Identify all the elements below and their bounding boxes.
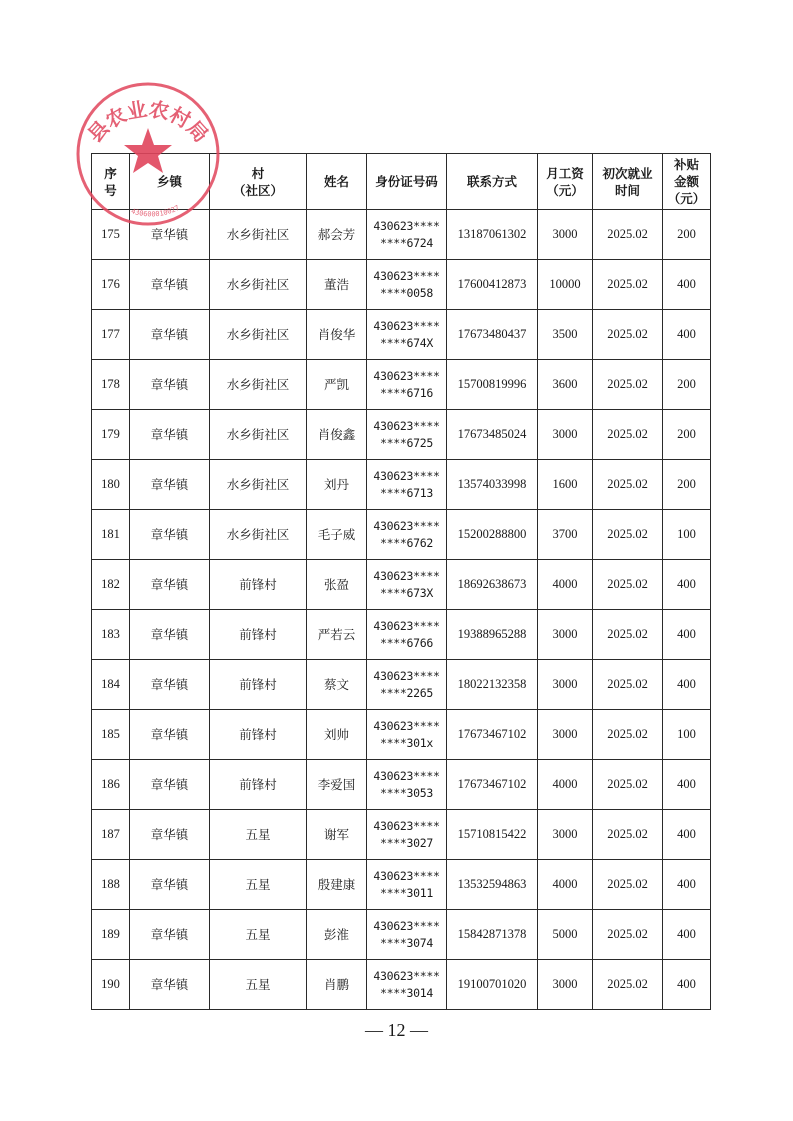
cell-phone: 13187061302 bbox=[447, 210, 538, 260]
cell-wage: 4000 bbox=[538, 560, 593, 610]
cell-town: 章华镇 bbox=[130, 660, 210, 710]
cell-date: 2025.02 bbox=[593, 610, 663, 660]
cell-town: 章华镇 bbox=[130, 460, 210, 510]
seal-code: 430600010027 bbox=[130, 203, 181, 219]
cell-date: 2025.02 bbox=[593, 910, 663, 960]
cell-subsidy: 400 bbox=[663, 260, 711, 310]
cell-town: 章华镇 bbox=[130, 360, 210, 410]
cell-date: 2025.02 bbox=[593, 210, 663, 260]
cell-village: 五星 bbox=[210, 910, 307, 960]
employment-subsidy-table bbox=[91, 153, 711, 1010]
cell-town: 章华镇 bbox=[130, 210, 210, 260]
cell-date: 2025.02 bbox=[593, 810, 663, 860]
cell-phone: 15700819996 bbox=[447, 360, 538, 410]
cell-wage: 3000 bbox=[538, 610, 593, 660]
cell-phone: 15200288800 bbox=[447, 510, 538, 560]
cell-seq: 178 bbox=[92, 360, 130, 410]
cell-seq: 188 bbox=[92, 860, 130, 910]
cell-seq: 179 bbox=[92, 410, 130, 460]
cell-subsidy: 400 bbox=[663, 760, 711, 810]
cell-seq: 180 bbox=[92, 460, 130, 510]
cell-id: 430623**** ****6716 bbox=[367, 360, 447, 410]
table-body bbox=[92, 210, 711, 1010]
cell-id: 430623**** ****6725 bbox=[367, 410, 447, 460]
cell-town: 章华镇 bbox=[130, 710, 210, 760]
cell-village: 水乡街社区 bbox=[210, 510, 307, 560]
header-contact: 联系方式 bbox=[447, 154, 538, 210]
cell-phone: 17673467102 bbox=[447, 710, 538, 760]
cell-id: 430623**** ****6713 bbox=[367, 460, 447, 510]
cell-subsidy: 200 bbox=[663, 210, 711, 260]
header-village: 村 （社区） bbox=[210, 154, 307, 210]
header-town: 乡镇 bbox=[130, 154, 210, 210]
cell-date: 2025.02 bbox=[593, 960, 663, 1010]
cell-name: 刘丹 bbox=[307, 460, 367, 510]
cell-name: 严若云 bbox=[307, 610, 367, 660]
cell-subsidy: 100 bbox=[663, 510, 711, 560]
cell-date: 2025.02 bbox=[593, 860, 663, 910]
cell-village: 水乡街社区 bbox=[210, 410, 307, 460]
cell-subsidy: 400 bbox=[663, 560, 711, 610]
cell-town: 章华镇 bbox=[130, 860, 210, 910]
cell-town: 章华镇 bbox=[130, 910, 210, 960]
table-row bbox=[92, 560, 711, 610]
table-row bbox=[92, 460, 711, 510]
table-row bbox=[92, 360, 711, 410]
header-first-job: 初次就业 时间 bbox=[593, 154, 663, 210]
cell-subsidy: 400 bbox=[663, 860, 711, 910]
table-row bbox=[92, 660, 711, 710]
cell-wage: 5000 bbox=[538, 910, 593, 960]
table-row bbox=[92, 810, 711, 860]
cell-name: 毛子威 bbox=[307, 510, 367, 560]
cell-subsidy: 400 bbox=[663, 810, 711, 860]
cell-id: 430623**** ****674X bbox=[367, 310, 447, 360]
cell-id: 430623**** ****3011 bbox=[367, 860, 447, 910]
cell-town: 章华镇 bbox=[130, 410, 210, 460]
cell-wage: 4000 bbox=[538, 860, 593, 910]
cell-seq: 175 bbox=[92, 210, 130, 260]
cell-village: 前锋村 bbox=[210, 560, 307, 610]
cell-town: 章华镇 bbox=[130, 610, 210, 660]
cell-id: 430623**** ****3074 bbox=[367, 910, 447, 960]
cell-date: 2025.02 bbox=[593, 460, 663, 510]
table-row bbox=[92, 260, 711, 310]
cell-subsidy: 100 bbox=[663, 710, 711, 760]
cell-wage: 10000 bbox=[538, 260, 593, 310]
cell-village: 前锋村 bbox=[210, 760, 307, 810]
cell-seq: 176 bbox=[92, 260, 130, 310]
header-subsidy: 补贴 金额 （元） bbox=[663, 154, 711, 210]
cell-date: 2025.02 bbox=[593, 410, 663, 460]
cell-id: 430623**** ****301x bbox=[367, 710, 447, 760]
cell-village: 水乡街社区 bbox=[210, 360, 307, 410]
cell-wage: 3600 bbox=[538, 360, 593, 410]
cell-id: 430623**** ****6724 bbox=[367, 210, 447, 260]
cell-date: 2025.02 bbox=[593, 310, 663, 360]
cell-date: 2025.02 bbox=[593, 260, 663, 310]
header-wage: 月工资 （元） bbox=[538, 154, 593, 210]
cell-date: 2025.02 bbox=[593, 360, 663, 410]
cell-id: 430623**** ****2265 bbox=[367, 660, 447, 710]
cell-phone: 17673467102 bbox=[447, 760, 538, 810]
cell-town: 章华镇 bbox=[130, 260, 210, 310]
table-row bbox=[92, 610, 711, 660]
cell-village: 五星 bbox=[210, 860, 307, 910]
cell-phone: 19388965288 bbox=[447, 610, 538, 660]
cell-id: 430623**** ****3053 bbox=[367, 760, 447, 810]
table-row bbox=[92, 760, 711, 810]
star-icon bbox=[124, 128, 172, 173]
cell-name: 蔡文 bbox=[307, 660, 367, 710]
cell-wage: 3000 bbox=[538, 410, 593, 460]
cell-wage: 3700 bbox=[538, 510, 593, 560]
cell-id: 430623**** ****0058 bbox=[367, 260, 447, 310]
cell-seq: 183 bbox=[92, 610, 130, 660]
cell-town: 章华镇 bbox=[130, 760, 210, 810]
svg-text:430600010027 bbox=[130, 204, 181, 219]
cell-name: 刘帅 bbox=[307, 710, 367, 760]
cell-name: 肖俊鑫 bbox=[307, 410, 367, 460]
cell-phone: 17600412873 bbox=[447, 260, 538, 310]
cell-subsidy: 400 bbox=[663, 610, 711, 660]
cell-wage: 3000 bbox=[538, 960, 593, 1010]
table-row bbox=[92, 910, 711, 960]
cell-phone: 19100701020 bbox=[447, 960, 538, 1010]
cell-phone: 15710815422 bbox=[447, 810, 538, 860]
page-number: — 12 — bbox=[365, 1020, 428, 1040]
cell-wage: 3000 bbox=[538, 660, 593, 710]
cell-wage: 3500 bbox=[538, 310, 593, 360]
official-seal bbox=[58, 66, 238, 226]
cell-date: 2025.02 bbox=[593, 660, 663, 710]
cell-subsidy: 200 bbox=[663, 360, 711, 410]
cell-wage: 3000 bbox=[538, 810, 593, 860]
cell-phone: 15842871378 bbox=[447, 910, 538, 960]
cell-name: 殷建康 bbox=[307, 860, 367, 910]
cell-id: 430623**** ****3027 bbox=[367, 810, 447, 860]
cell-phone: 13574033998 bbox=[447, 460, 538, 510]
table-row bbox=[92, 510, 711, 560]
cell-name: 董浩 bbox=[307, 260, 367, 310]
cell-phone: 17673485024 bbox=[447, 410, 538, 460]
cell-phone: 18022132358 bbox=[447, 660, 538, 710]
cell-town: 章华镇 bbox=[130, 510, 210, 560]
cell-date: 2025.02 bbox=[593, 510, 663, 560]
cell-seq: 186 bbox=[92, 760, 130, 810]
seal-text: 县农业农村局 bbox=[82, 96, 214, 147]
cell-village: 水乡街社区 bbox=[210, 460, 307, 510]
cell-id: 430623**** ****3014 bbox=[367, 960, 447, 1010]
cell-town: 章华镇 bbox=[130, 560, 210, 610]
cell-town: 章华镇 bbox=[130, 310, 210, 360]
cell-name: 张盈 bbox=[307, 560, 367, 610]
cell-name: 谢军 bbox=[307, 810, 367, 860]
cell-name: 郝会芳 bbox=[307, 210, 367, 260]
cell-subsidy: 200 bbox=[663, 410, 711, 460]
header-name: 姓名 bbox=[307, 154, 367, 210]
cell-village: 五星 bbox=[210, 960, 307, 1010]
table-row bbox=[92, 960, 711, 1010]
cell-wage: 3000 bbox=[538, 710, 593, 760]
cell-subsidy: 400 bbox=[663, 960, 711, 1010]
cell-id: 430623**** ****673X bbox=[367, 560, 447, 610]
cell-village: 水乡街社区 bbox=[210, 260, 307, 310]
cell-name: 肖俊华 bbox=[307, 310, 367, 360]
cell-seq: 177 bbox=[92, 310, 130, 360]
cell-seq: 190 bbox=[92, 960, 130, 1010]
cell-id: 430623**** ****6762 bbox=[367, 510, 447, 560]
cell-date: 2025.02 bbox=[593, 760, 663, 810]
cell-seq: 184 bbox=[92, 660, 130, 710]
cell-subsidy: 400 bbox=[663, 310, 711, 360]
cell-seq: 182 bbox=[92, 560, 130, 610]
table-row bbox=[92, 310, 711, 360]
cell-village: 五星 bbox=[210, 810, 307, 860]
cell-subsidy: 400 bbox=[663, 910, 711, 960]
cell-village: 水乡街社区 bbox=[210, 210, 307, 260]
table-row bbox=[92, 410, 711, 460]
cell-date: 2025.02 bbox=[593, 710, 663, 760]
header-id: 身份证号码 bbox=[367, 154, 447, 210]
cell-seq: 181 bbox=[92, 510, 130, 560]
cell-town: 章华镇 bbox=[130, 810, 210, 860]
cell-wage: 4000 bbox=[538, 760, 593, 810]
cell-id: 430623**** ****6766 bbox=[367, 610, 447, 660]
cell-subsidy: 400 bbox=[663, 660, 711, 710]
cell-seq: 187 bbox=[92, 810, 130, 860]
cell-village: 前锋村 bbox=[210, 610, 307, 660]
cell-subsidy: 200 bbox=[663, 460, 711, 510]
header-seq: 序 号 bbox=[92, 154, 130, 210]
cell-name: 彭淮 bbox=[307, 910, 367, 960]
table-row bbox=[92, 860, 711, 910]
cell-wage: 3000 bbox=[538, 210, 593, 260]
cell-phone: 18692638673 bbox=[447, 560, 538, 610]
cell-date: 2025.02 bbox=[593, 560, 663, 610]
cell-wage: 1600 bbox=[538, 460, 593, 510]
cell-phone: 17673480437 bbox=[447, 310, 538, 360]
cell-seq: 185 bbox=[92, 710, 130, 760]
cell-name: 肖鹏 bbox=[307, 960, 367, 1010]
cell-village: 前锋村 bbox=[210, 710, 307, 760]
table-row bbox=[92, 710, 711, 760]
cell-name: 严凯 bbox=[307, 360, 367, 410]
cell-village: 水乡街社区 bbox=[210, 310, 307, 360]
cell-phone: 13532594863 bbox=[447, 860, 538, 910]
cell-town: 章华镇 bbox=[130, 960, 210, 1010]
cell-name: 李爱国 bbox=[307, 760, 367, 810]
cell-seq: 189 bbox=[92, 910, 130, 960]
cell-village: 前锋村 bbox=[210, 660, 307, 710]
